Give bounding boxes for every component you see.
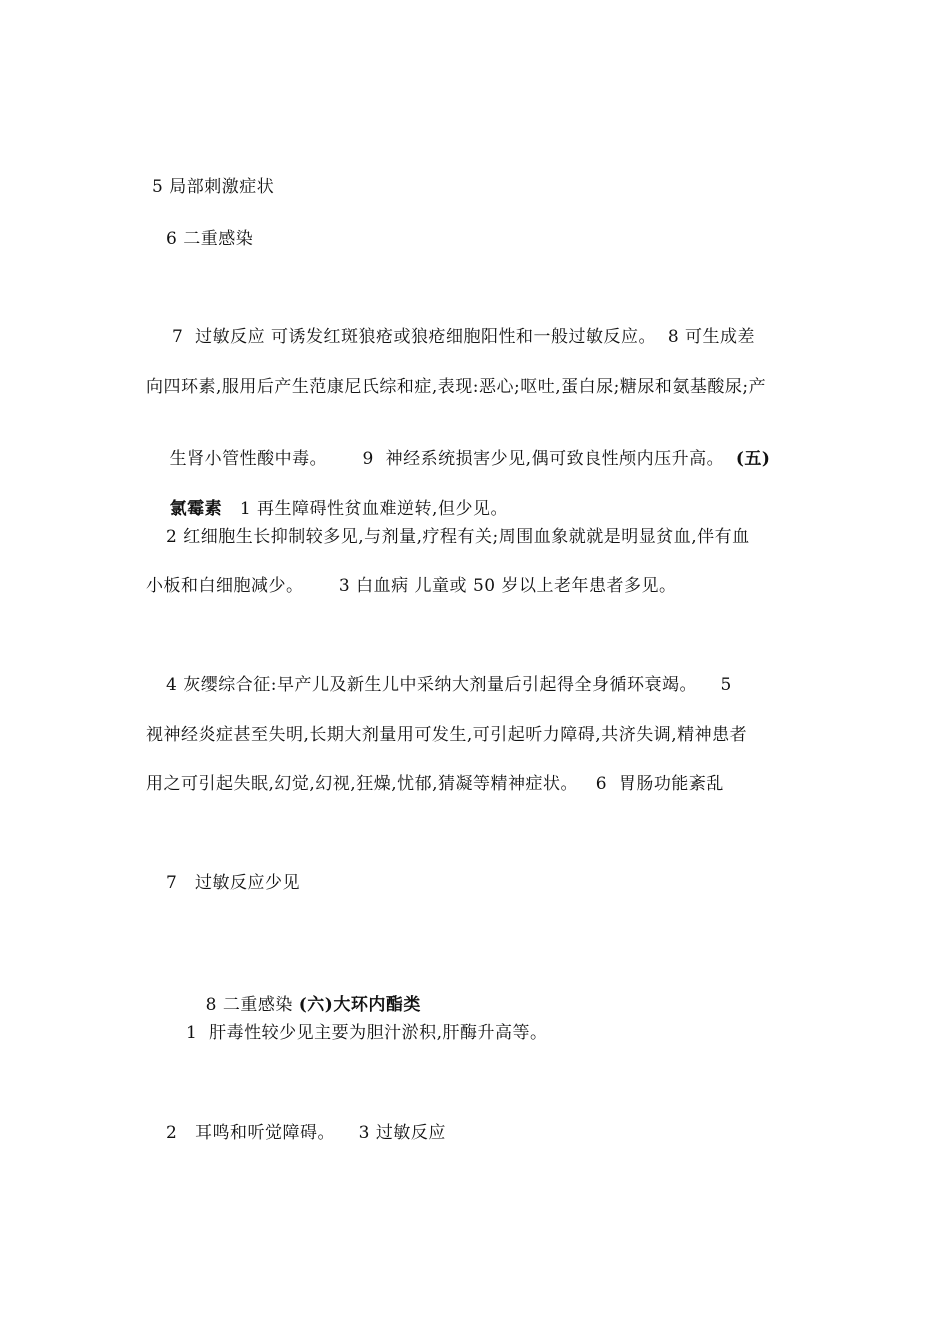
section-heading: 氯霉素 — [169, 499, 223, 519]
section-heading: (六)大环内酯类 — [298, 995, 421, 1015]
text-line: 2 红细胞生长抑制较多见,与剂量,疗程有关;周围血象就就是明显贫血,伴有血 — [166, 527, 750, 547]
text-line: 2 耳鸣和听觉障碍。 3 过敏反应 — [166, 1123, 446, 1143]
text-line: 向四环素,服用后产生范康尼氏综和症,表现:恶心;呕吐,蛋白尿;糖尿和氨基酸尿;产 — [146, 377, 767, 397]
text-line: 用之可引起失眠,幻觉,幻视,狂燥,忧郁,猜凝等精神症状。 6 胃肠功能紊乱 — [146, 774, 724, 794]
text-line: 小板和白细胞减少。 3 白血病 儿童或 50 岁以上老年患者多见。 — [146, 576, 677, 596]
text-line: 6 二重感染 — [166, 229, 254, 249]
text-line: 7 过敏反应少见 — [166, 873, 301, 893]
text-line: 7 过敏反应 可诱发红斑狼疮或狼疮细胞阳性和一般过敏反应。 8 可生成差 — [172, 327, 756, 347]
text-line: 4 灰缨综合征:早产儿及新生儿中采纳大剂量后引起得全身循环衰竭。 5 — [166, 675, 732, 695]
section-heading: (五) — [735, 449, 771, 469]
text-span: 生肾小管性酸中毒。 9 神经系统损害少见,偶可致良性颅内压升高。 — [169, 449, 736, 469]
text-span: 1 再生障碍性贫血难逆转,但少见。 — [222, 499, 508, 519]
text-line: 视神经炎症甚至失明,长期大剂量用可发生,可引起听力障碍,共济失调,精神患者 — [146, 725, 748, 745]
text-line: 5 局部刺激症状 — [152, 177, 275, 197]
text-span: 8 二重感染 — [205, 995, 299, 1015]
text-line: 1 肝毒性较少见主要为胆汁淤积,肝酶升高等。 — [186, 1023, 548, 1043]
